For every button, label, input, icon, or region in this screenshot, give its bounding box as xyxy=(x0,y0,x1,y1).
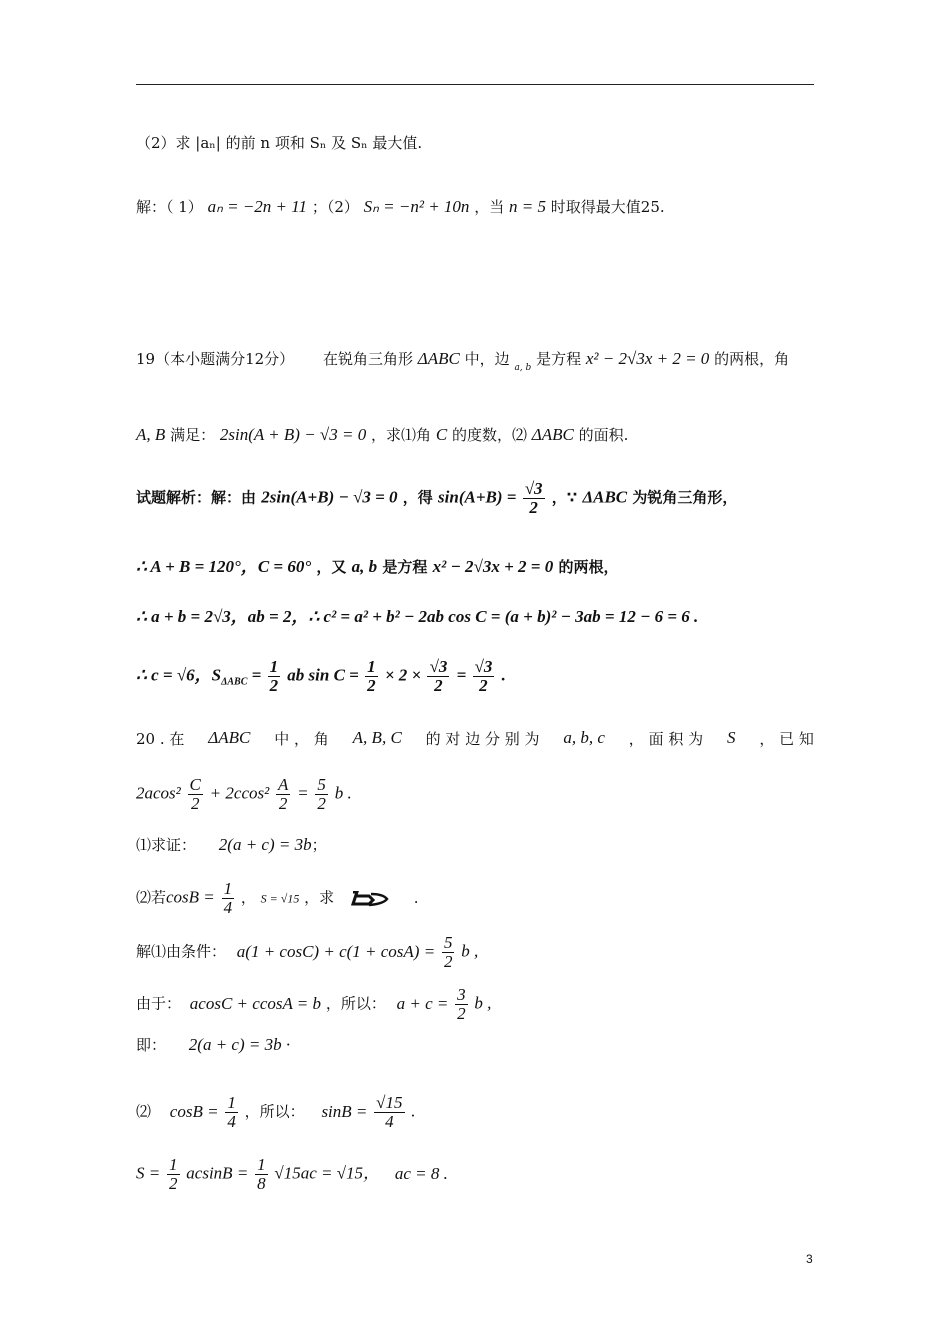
numerator: C xyxy=(189,775,201,794)
numerator: 1 xyxy=(257,1155,266,1174)
denominator: 2 xyxy=(169,1174,178,1193)
denominator: 8 xyxy=(257,1174,266,1193)
fraction xyxy=(225,1094,238,1131)
formula: 2acos² xyxy=(136,783,181,803)
text: 满足： xyxy=(170,426,216,444)
fraction xyxy=(188,776,203,813)
problem-20-part1 xyxy=(136,834,327,855)
problem-number: 19（本小题满分12分） xyxy=(136,350,295,368)
text: 中，边 xyxy=(464,350,510,368)
text: ⑴求证： xyxy=(136,836,197,854)
text: ， 面 积 为 xyxy=(628,730,704,748)
subscript: ΔABC xyxy=(221,676,248,688)
text: ， xyxy=(240,888,256,907)
numerator: 1 xyxy=(169,1155,178,1174)
text: 为锐角三角形， xyxy=(632,488,738,507)
formula: acsinB = xyxy=(186,1163,249,1183)
solution-18 xyxy=(136,196,665,217)
formula: ab sin C = xyxy=(287,665,364,685)
denominator: 2 xyxy=(269,676,279,695)
solution-19-line4 xyxy=(136,658,506,695)
denominator: 2 xyxy=(479,676,488,695)
text: 即： xyxy=(136,1036,167,1054)
formula: a, b xyxy=(351,557,378,576)
problem-text: （2）求 |aₙ| 的前 n 项和 Sₙ 及 Sₙ 最大值. xyxy=(136,134,423,152)
problem-19-line2 xyxy=(136,424,628,445)
text: 是方程 xyxy=(536,350,582,368)
denominator: 4 xyxy=(223,898,233,917)
text: 的两根，角 xyxy=(714,350,790,368)
formula: sinB = xyxy=(321,1101,368,1121)
formula: ∴ a + b = 2√3，ab = 2，∴ c² = a² + b² − 2ab cos C = (a + b)² − 3ab = 12 − 6 = 6 . xyxy=(136,607,699,626)
solution-label: 试题解析：解：由 xyxy=(136,488,257,507)
formula: ∴ c = √6，S xyxy=(136,665,222,685)
numerator: 1 xyxy=(269,657,279,676)
formula: . xyxy=(501,665,506,685)
problem-number: 20 . 在 xyxy=(136,730,185,748)
problem-20-line2 xyxy=(136,776,352,813)
solution-20-line1 xyxy=(136,934,478,971)
denominator: 2 xyxy=(434,676,443,695)
formula: x² − 2√3x + 2 = 0 xyxy=(432,557,554,576)
formula: C xyxy=(435,425,448,444)
fraction xyxy=(167,1156,180,1193)
solution-19-line1 xyxy=(136,480,737,517)
denominator: 2 xyxy=(317,794,326,813)
numerator: A xyxy=(277,775,289,794)
numerator: 1 xyxy=(223,879,233,898)
formula: ΔABC xyxy=(208,728,251,747)
formula: b . xyxy=(334,783,352,803)
numerator: 1 xyxy=(367,657,376,676)
formula: = xyxy=(297,783,309,803)
problem-18-part2 xyxy=(136,132,422,153)
page-number: 3 xyxy=(806,1252,813,1266)
formula: n = 5 xyxy=(509,197,546,216)
formula: = xyxy=(247,665,266,685)
formula: S xyxy=(726,728,736,747)
text: ； xyxy=(311,836,327,854)
problem-19-line1 xyxy=(136,348,789,373)
text: 中 ， 角 xyxy=(274,730,329,748)
numerator: 5 xyxy=(317,775,326,794)
formula: × 2 × xyxy=(384,665,426,685)
formula: = xyxy=(456,665,471,685)
formula: b , xyxy=(474,993,492,1013)
formula: ac = 8 . xyxy=(394,1163,448,1183)
fraction xyxy=(473,658,495,695)
formula: 2sin(A + B) − √3 = 0 xyxy=(219,425,367,444)
formula: a, b, c xyxy=(563,728,605,747)
formula: ΔABC xyxy=(582,487,628,507)
text: ，所以： xyxy=(244,1102,305,1121)
solution-20-line5 xyxy=(136,1156,448,1193)
formula: A, B, C xyxy=(352,728,402,747)
text: 时取得最大值25. xyxy=(550,198,665,216)
text: ，当 xyxy=(474,198,505,216)
formula: acosC + ccosA = b xyxy=(189,993,322,1013)
text: ，求 xyxy=(304,888,335,907)
formula: + 2ccos² xyxy=(209,783,270,803)
formula: . xyxy=(411,1101,416,1121)
denominator: 4 xyxy=(227,1112,236,1131)
formula: √15ac = √15， xyxy=(274,1163,381,1183)
numerator: √3 xyxy=(429,657,448,676)
denominator: 2 xyxy=(529,498,538,517)
numerator: √3 xyxy=(474,657,493,676)
fraction xyxy=(374,1094,404,1131)
formula: ΔABC xyxy=(531,425,574,444)
fraction xyxy=(255,1156,268,1193)
solution-label: 解：（ 1） xyxy=(136,198,203,216)
text: . xyxy=(413,888,419,907)
solution-20-line3 xyxy=(136,1034,290,1055)
formula: cosB = xyxy=(169,1101,219,1121)
numerator: 5 xyxy=(443,933,453,952)
formula: x² − 2√3x + 2 = 0 xyxy=(585,349,710,368)
numerator: √15 xyxy=(376,1093,403,1112)
formula: S = √15 xyxy=(260,891,300,906)
formula: a + c = xyxy=(396,993,449,1013)
fraction xyxy=(222,880,235,917)
formula: 2(a + c) = 3b xyxy=(218,835,312,854)
formula: a, b xyxy=(514,363,532,373)
formula: b , xyxy=(461,941,479,961)
fraction xyxy=(276,776,290,813)
header-rule xyxy=(136,84,814,85)
text: ⑵ xyxy=(136,1102,152,1121)
text: 由于： xyxy=(136,994,182,1013)
denominator: 2 xyxy=(190,794,200,813)
text: ，得 xyxy=(402,488,433,507)
denominator: 2 xyxy=(367,676,376,695)
text: ， 已 知 xyxy=(759,730,814,748)
fraction xyxy=(268,658,281,695)
problem-20-part2 xyxy=(136,880,418,917)
b-glyph-image xyxy=(347,891,391,907)
formula: S = xyxy=(136,1163,161,1183)
formula: ∴ A + B = 120°，C = 60° xyxy=(136,557,312,576)
numerator: √3 xyxy=(524,479,543,498)
text: ；（2） xyxy=(311,198,359,216)
text: ，∵ xyxy=(551,488,578,507)
formula: Sₙ = −n² + 10n xyxy=(363,197,470,216)
fraction xyxy=(523,480,545,517)
denominator: 2 xyxy=(443,952,453,971)
text: 的面积. xyxy=(578,426,629,444)
formula: A, B xyxy=(136,425,166,444)
formula: 2sin(A+B) − √3 = 0 xyxy=(261,487,398,507)
solution-20-line2 xyxy=(136,986,491,1023)
fraction xyxy=(365,658,378,695)
fraction xyxy=(427,658,449,695)
text: 的 对 边 分 别 为 xyxy=(425,730,540,748)
text: ，求⑴角 xyxy=(371,426,432,444)
fraction xyxy=(442,934,455,971)
formula: sin(A+B) = xyxy=(438,487,521,507)
numerator: 1 xyxy=(227,1093,236,1112)
solution-20-line4 xyxy=(136,1094,416,1131)
formula: cosB = xyxy=(166,887,215,907)
text: 在锐角三角形 xyxy=(322,350,413,368)
text: 是方程 xyxy=(382,558,428,576)
text: 的两根， xyxy=(558,558,619,576)
text: ⑵若 xyxy=(136,888,167,907)
formula: a(1 + cosC) + c(1 + cosA) = xyxy=(236,941,436,961)
denominator: 2 xyxy=(457,1004,466,1023)
fraction xyxy=(455,986,468,1023)
denominator: 2 xyxy=(278,794,288,813)
solution-19-line2 xyxy=(136,552,619,577)
formula: ΔABC xyxy=(417,349,460,368)
text: ，又 xyxy=(316,558,347,576)
solution-19-line3 xyxy=(136,602,698,627)
text: ，所以： xyxy=(325,994,386,1013)
problem-20-line1 xyxy=(136,728,814,749)
denominator: 4 xyxy=(385,1112,394,1131)
fraction xyxy=(315,776,328,813)
solution-label: 解⑴由条件： xyxy=(136,942,227,961)
numerator: 3 xyxy=(457,985,466,1004)
formula: 2(a + c) = 3b · xyxy=(188,1035,291,1054)
formula: aₙ = −2n + 11 xyxy=(207,197,308,216)
text: 的度数，⑵ xyxy=(451,426,527,444)
